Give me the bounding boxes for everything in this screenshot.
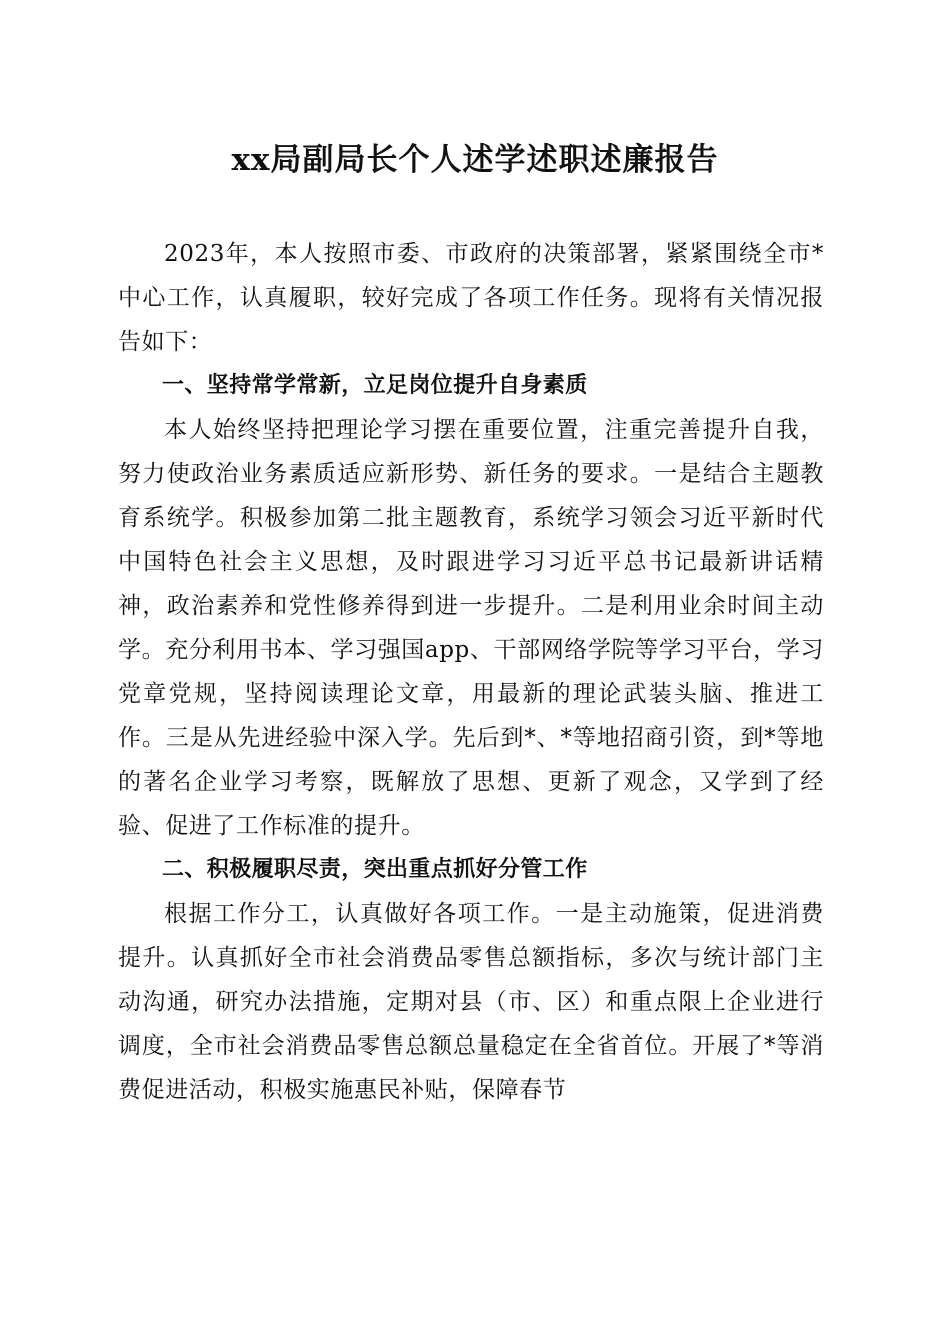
section-1-heading: 一、坚持常学常新，立足岗位提升自身素质 (162, 373, 588, 398)
document-body (118, 232, 824, 1112)
section-1-paragraph: 本人始终坚持把理论学习摆在重要位置，注重完善提升自我，努力使政治业务素质适应新形势、新任务的要求。一是结合主题教育系统学。积极参加第二批主题教育，系统学习领会习近平新时代中国特色社会主义思想，及时跟进学习习近平总书记最新讲话精神，政治素养和党性修养得到进一步提升。二是利用业余时间主动学。充分利用书本、学习强国app、干部网络学院等学习平台，学习党章党规，坚持阅读理论文章，用最新的理论武装头脑、推进工作。三是从先进经验中深入学。先后到*、*等地招商引资，到*等地的著名企业学习考察，既解放了思想、更新了观念，又学到了经验、促进了工作标准的提升。 (118, 417, 824, 839)
section-2-heading: 二、积极履职尽责，突出重点抓好分管工作 (162, 857, 588, 882)
document-title: xx局副局长个人述学述职述廉报告 (231, 142, 719, 178)
section-2-paragraph: 根据工作分工，认真做好各项工作。一是主动施策，促进消费提升。认真抓好全市社会消费品零售总额指标，多次与统计部门主动沟通，研究办法措施，定期对县（市、区）和重点限上企业进行调度，全市社会消费品零售总额总量稳定在全省首位。开展了*等消费促进活动，积极实施惠民补贴，保障春节 (118, 901, 824, 1103)
intro-paragraph: 2023年，本人按照市委、市政府的决策部署，紧紧围绕全市*中心工作，认真履职，较好完成了各项工作任务。现将有关情况报告如下： (118, 241, 824, 355)
